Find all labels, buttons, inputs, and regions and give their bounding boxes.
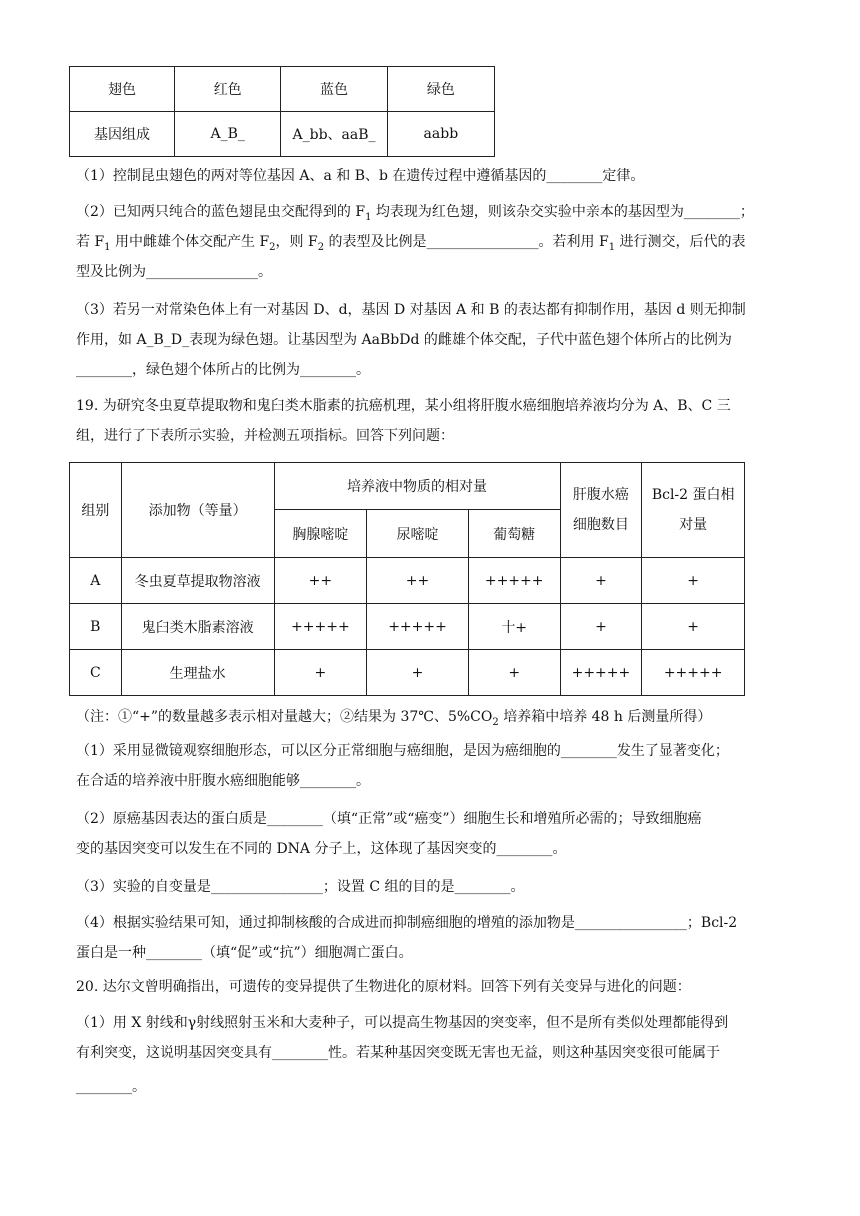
table-cell: + — [367, 650, 469, 696]
q19-part2-line2: 变的基因突变可以发生在不同的 DNA 分子上，这体现了基因突变的________。 — [76, 841, 567, 857]
q18-part3-line1: （3）若另一对常染色体上有一对基因 D、d，基因 D 对基因 A 和 B 的表达都有抑制作用，基因 d 则无抑制 — [76, 302, 746, 318]
header-bcl2: Bcl-2 蛋白相 对量 — [642, 463, 745, 558]
table-cell: +++++ — [274, 604, 367, 650]
table-cell: 冬虫夏草提取物溶液 — [121, 558, 274, 604]
q19-part4-line1: （4）根据实验结果可知，通过抑制核酸的合成进而抑制癌细胞的增殖的添加物是________________；Bcl-2 — [76, 915, 738, 931]
header-glucose: 葡萄糖 — [468, 510, 560, 558]
q18-part1: （1）控制昆虫翅色的两对等位基因 A、a 和 B、b 在遗传过程中遵循基因的________定律。 — [76, 168, 645, 184]
table-cell: 基因组成 — [70, 112, 175, 157]
table-cell: A_B_ — [175, 112, 281, 157]
header-group: 组别 — [70, 463, 122, 558]
table-cell: + — [560, 604, 642, 650]
q20-part1-line1: （1）用 X 射线和γ射线照射玉米和大麦种子，可以提高生物基因的突变率，但不是所有类似处理都能得到 — [76, 1015, 729, 1031]
table-row — [70, 558, 745, 604]
q18-part2-line2: 若 $F_1$ 用中雌雄个体交配产生 $F_2$，则 $F_2$ 的表型及比例是________________。若利用 $F_1$ 进行测交，后代的表 — [76, 234, 746, 253]
table-cell: A_bb、aaB_ — [281, 112, 387, 157]
table-cell: + — [642, 558, 745, 604]
q19-part3: （3）实验的自变量是________________；设置 C 组的目的是________。 — [76, 879, 525, 895]
q18-part2-line1: （2）已知两只纯合的蓝色翅昆虫交配得到的 $F_1$ 均表现为红色翅，则该杂交实验中亲本的基因型为________； — [76, 204, 754, 223]
table-cell: 绿色 — [387, 67, 494, 112]
table-cell: + — [560, 558, 642, 604]
q19-intro-line1: 19. 为研究冬虫夏草提取物和鬼臼类木脂素的抗癌机理，某小组将肝腹水癌细胞培养液均分为 A、B、C 三 — [76, 398, 731, 414]
q18-part3-line3: ________，绿色翅个体所占的比例为________。 — [76, 362, 370, 378]
table-cell: aabb — [387, 112, 494, 157]
table-cell: 鬼臼类木脂素溶液 — [121, 604, 274, 650]
table-cell: +++++ — [367, 604, 469, 650]
header-uracil: 尿嘧啶 — [367, 510, 469, 558]
q20-part1-line3: ________。 — [76, 1079, 146, 1095]
table-row — [70, 650, 745, 696]
table-cell: 红色 — [175, 67, 281, 112]
q19-intro-line2: 组，进行了下表所示实验，并检测五项指标。回答下列问题： — [76, 428, 454, 444]
q18-part3-line2: 作用，如 A_B_D_表现为绿色翅。让基因型为 AaBbDd 的雌雄个体交配，子代中蓝色翅个体所占的比例为 — [76, 332, 732, 348]
q19-note: （注：①“+”的数量越多表示相对量越大；②结果为 37℃、$5\%CO_2$ 培养箱中培养 48 h 后测量所得） — [76, 709, 712, 728]
table-cell: 翅色 — [70, 67, 175, 112]
table-cell: + — [642, 604, 745, 650]
q19-part1-line1: （1）采用显微镜观察细胞形态，可以区分正常细胞与癌细胞，是因为癌细胞的________发生了显著变化； — [76, 743, 729, 759]
q19-part2-line1: （2）原癌基因表达的蛋白质是________（填“正常”或“癌变”）细胞生长和增殖所必需的；导致细胞癌 — [76, 811, 702, 827]
table-cell: 生理盐水 — [121, 650, 274, 696]
table-cell: 蓝色 — [281, 67, 387, 112]
table-cell: B — [70, 604, 122, 650]
header-medium: 培养液中物质的相对量 — [274, 463, 560, 510]
table-cell: + — [468, 650, 560, 696]
table-cell: +++++ — [642, 650, 745, 696]
q19-part1-line2: 在合适的培养液中肝腹水癌细胞能够________。 — [76, 773, 370, 789]
table-row — [70, 604, 745, 650]
table-cell: 十+ — [468, 604, 560, 650]
table-cell: +++++ — [468, 558, 560, 604]
table-cell: ++ — [367, 558, 469, 604]
table-cell: A — [70, 558, 122, 604]
q19-part4-line2: 蛋白是一种________（填“促”或“抗”）细胞凋亡蛋白。 — [76, 945, 413, 961]
q20-intro: 20. 达尔文曾明确指出，可遗传的变异提供了生物进化的原材料。回答下列有关变异与进化的问题： — [76, 979, 691, 995]
q20-part1-line2: 有利突变，这说明基因突变具有________性。若某种基因突变既无害也无益，则这种基因突变很可能属于 — [76, 1045, 720, 1061]
table-cell: +++++ — [560, 650, 642, 696]
q18-part2-line3: 型及比例为________________。 — [76, 264, 272, 280]
header-additive: 添加物（等量） — [121, 463, 274, 558]
table-cell: C — [70, 650, 122, 696]
wing-color-table — [69, 66, 495, 157]
table-cell: ++ — [274, 558, 367, 604]
header-thymine: 胸腺嘧啶 — [274, 510, 367, 558]
header-cell-count: 肝腹水癌 细胞数目 — [560, 463, 642, 558]
experiment-table — [69, 462, 745, 696]
table-cell: + — [274, 650, 367, 696]
